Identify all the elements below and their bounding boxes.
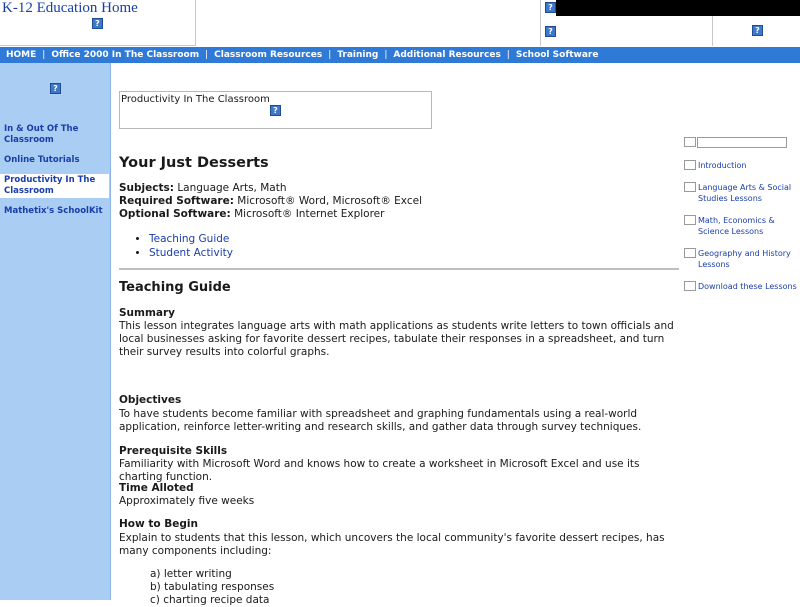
language-arts-lessons-link[interactable]: Language Arts & Social Studies Lessons <box>698 183 792 203</box>
subjects-value: Language Arts, Math <box>177 182 287 194</box>
header-home-cell <box>0 0 196 46</box>
banner-text: Productivity In The Classroom <box>121 94 270 105</box>
nav-classroom-resources[interactable]: Classroom Resources <box>214 50 323 60</box>
prerequisite-text: Familiarity with Microsoft Word and knows how to create a worksheet in Microsoft Excel and use its charting function. <box>119 458 640 483</box>
nav-additional-resources[interactable]: Additional Resources <box>393 50 501 60</box>
nav-school-software[interactable]: School Software <box>515 50 599 60</box>
component-steps <box>150 568 274 607</box>
broken-image-icon: ? <box>752 25 763 36</box>
nav-separator: | <box>506 50 510 60</box>
subjects-row <box>119 182 422 195</box>
optional-software-label: Optional Software: <box>119 208 231 220</box>
broken-image-icon: ? <box>545 26 556 37</box>
lesson-info <box>119 182 422 221</box>
download-lessons-link[interactable]: Download these Lessons <box>698 282 797 291</box>
list-item: a) letter writing <box>150 568 232 580</box>
sidebar-item-mathetix-schoolkit[interactable]: Mathetix's SchoolKit <box>4 206 103 216</box>
how-to-begin-heading: How to Begin <box>119 518 198 530</box>
list-item <box>149 247 233 261</box>
nav-office-2000[interactable]: Office 2000 In The Classroom <box>51 50 200 60</box>
broken-image-icon: ? <box>545 2 556 13</box>
required-software-row <box>119 195 422 208</box>
main-content <box>119 63 679 606</box>
optional-software-value: Microsoft® Internet Explorer <box>234 208 385 220</box>
broken-image-icon <box>684 137 696 147</box>
lesson-links <box>135 233 233 260</box>
teaching-guide-link[interactable]: Teaching Guide <box>149 233 230 245</box>
header <box>0 0 800 48</box>
list-item: b) tabulating responses <box>150 581 275 593</box>
teaching-guide-heading: Teaching Guide <box>119 280 231 295</box>
nav-separator: | <box>384 50 388 60</box>
sidebar-item-productivity[interactable]: Productivity In The Classroom <box>0 174 109 198</box>
nav-separator: | <box>42 50 46 60</box>
list-item <box>149 233 233 247</box>
left-sidebar <box>0 63 111 600</box>
broken-image-icon: ? <box>270 105 281 116</box>
section-banner <box>119 91 432 129</box>
broken-image-icon <box>684 281 696 291</box>
right-panel <box>684 135 800 315</box>
broken-image-icon <box>684 160 696 170</box>
introduction-link[interactable]: Introduction <box>698 161 747 170</box>
header-right-cell <box>712 16 800 46</box>
nav-separator: | <box>205 50 209 60</box>
broken-image-icon <box>684 248 696 258</box>
k12-home-link[interactable]: K-12 Education Home <box>2 0 138 16</box>
sidebar-logo <box>0 63 111 113</box>
header-image-column <box>540 0 556 46</box>
math-lessons-link[interactable]: Math, Economics & Science Lessons <box>698 216 775 236</box>
geography-lessons-link[interactable]: Geography and History Lessons <box>698 249 791 269</box>
nav-separator: | <box>328 50 332 60</box>
broken-image-icon: ? <box>92 18 103 29</box>
summary-text: This lesson integrates language arts with math applications as students write letters to town officials and local businesses asking for favorite dessert recipes, tabulate their responses in a spreadsheet, and turn their survey results into colorful graphs. <box>119 320 674 358</box>
objectives-text: To have students become familiar with spreadsheet and graphing fundamentals using a real-world application, reinforce letter-writing and research skills, and gather data through survey techniques. <box>119 408 642 433</box>
section-divider <box>119 268 679 270</box>
subjects-label: Subjects: <box>119 182 174 194</box>
student-activity-link[interactable]: Student Activity <box>149 246 233 259</box>
broken-image-icon <box>684 215 696 225</box>
header-black-bar <box>556 0 800 16</box>
nav-home[interactable]: HOME <box>6 50 37 60</box>
sidebar-nav <box>0 123 111 225</box>
summary-heading: Summary <box>119 307 176 319</box>
search-input[interactable] <box>697 137 787 148</box>
required-software-label: Required Software: <box>119 195 234 207</box>
top-nav-bar <box>0 47 800 63</box>
nav-training[interactable]: Training <box>337 50 379 60</box>
time-alloted-heading: Time Alloted <box>119 482 194 494</box>
prerequisite-heading: Prerequisite Skills <box>119 445 228 457</box>
broken-image-icon <box>684 182 696 192</box>
broken-image-icon: ? <box>50 83 61 94</box>
objectives-heading: Objectives <box>119 394 182 406</box>
optional-software-row <box>119 208 422 221</box>
sidebar-item-in-out-classroom[interactable]: In & Out Of The Classroom <box>4 124 79 145</box>
time-alloted-text: Approximately five weeks <box>119 495 255 507</box>
how-to-begin-text: Explain to students that this lesson, which uncovers the local community's favorite dessert recipes, has many components including: <box>119 532 665 557</box>
lesson-title: Your Just Desserts <box>119 155 269 171</box>
required-software-value: Microsoft® Word, Microsoft® Excel <box>237 195 422 207</box>
sidebar-item-online-tutorials[interactable]: Online Tutorials <box>4 155 80 165</box>
list-item: c) charting recipe data <box>150 594 270 606</box>
